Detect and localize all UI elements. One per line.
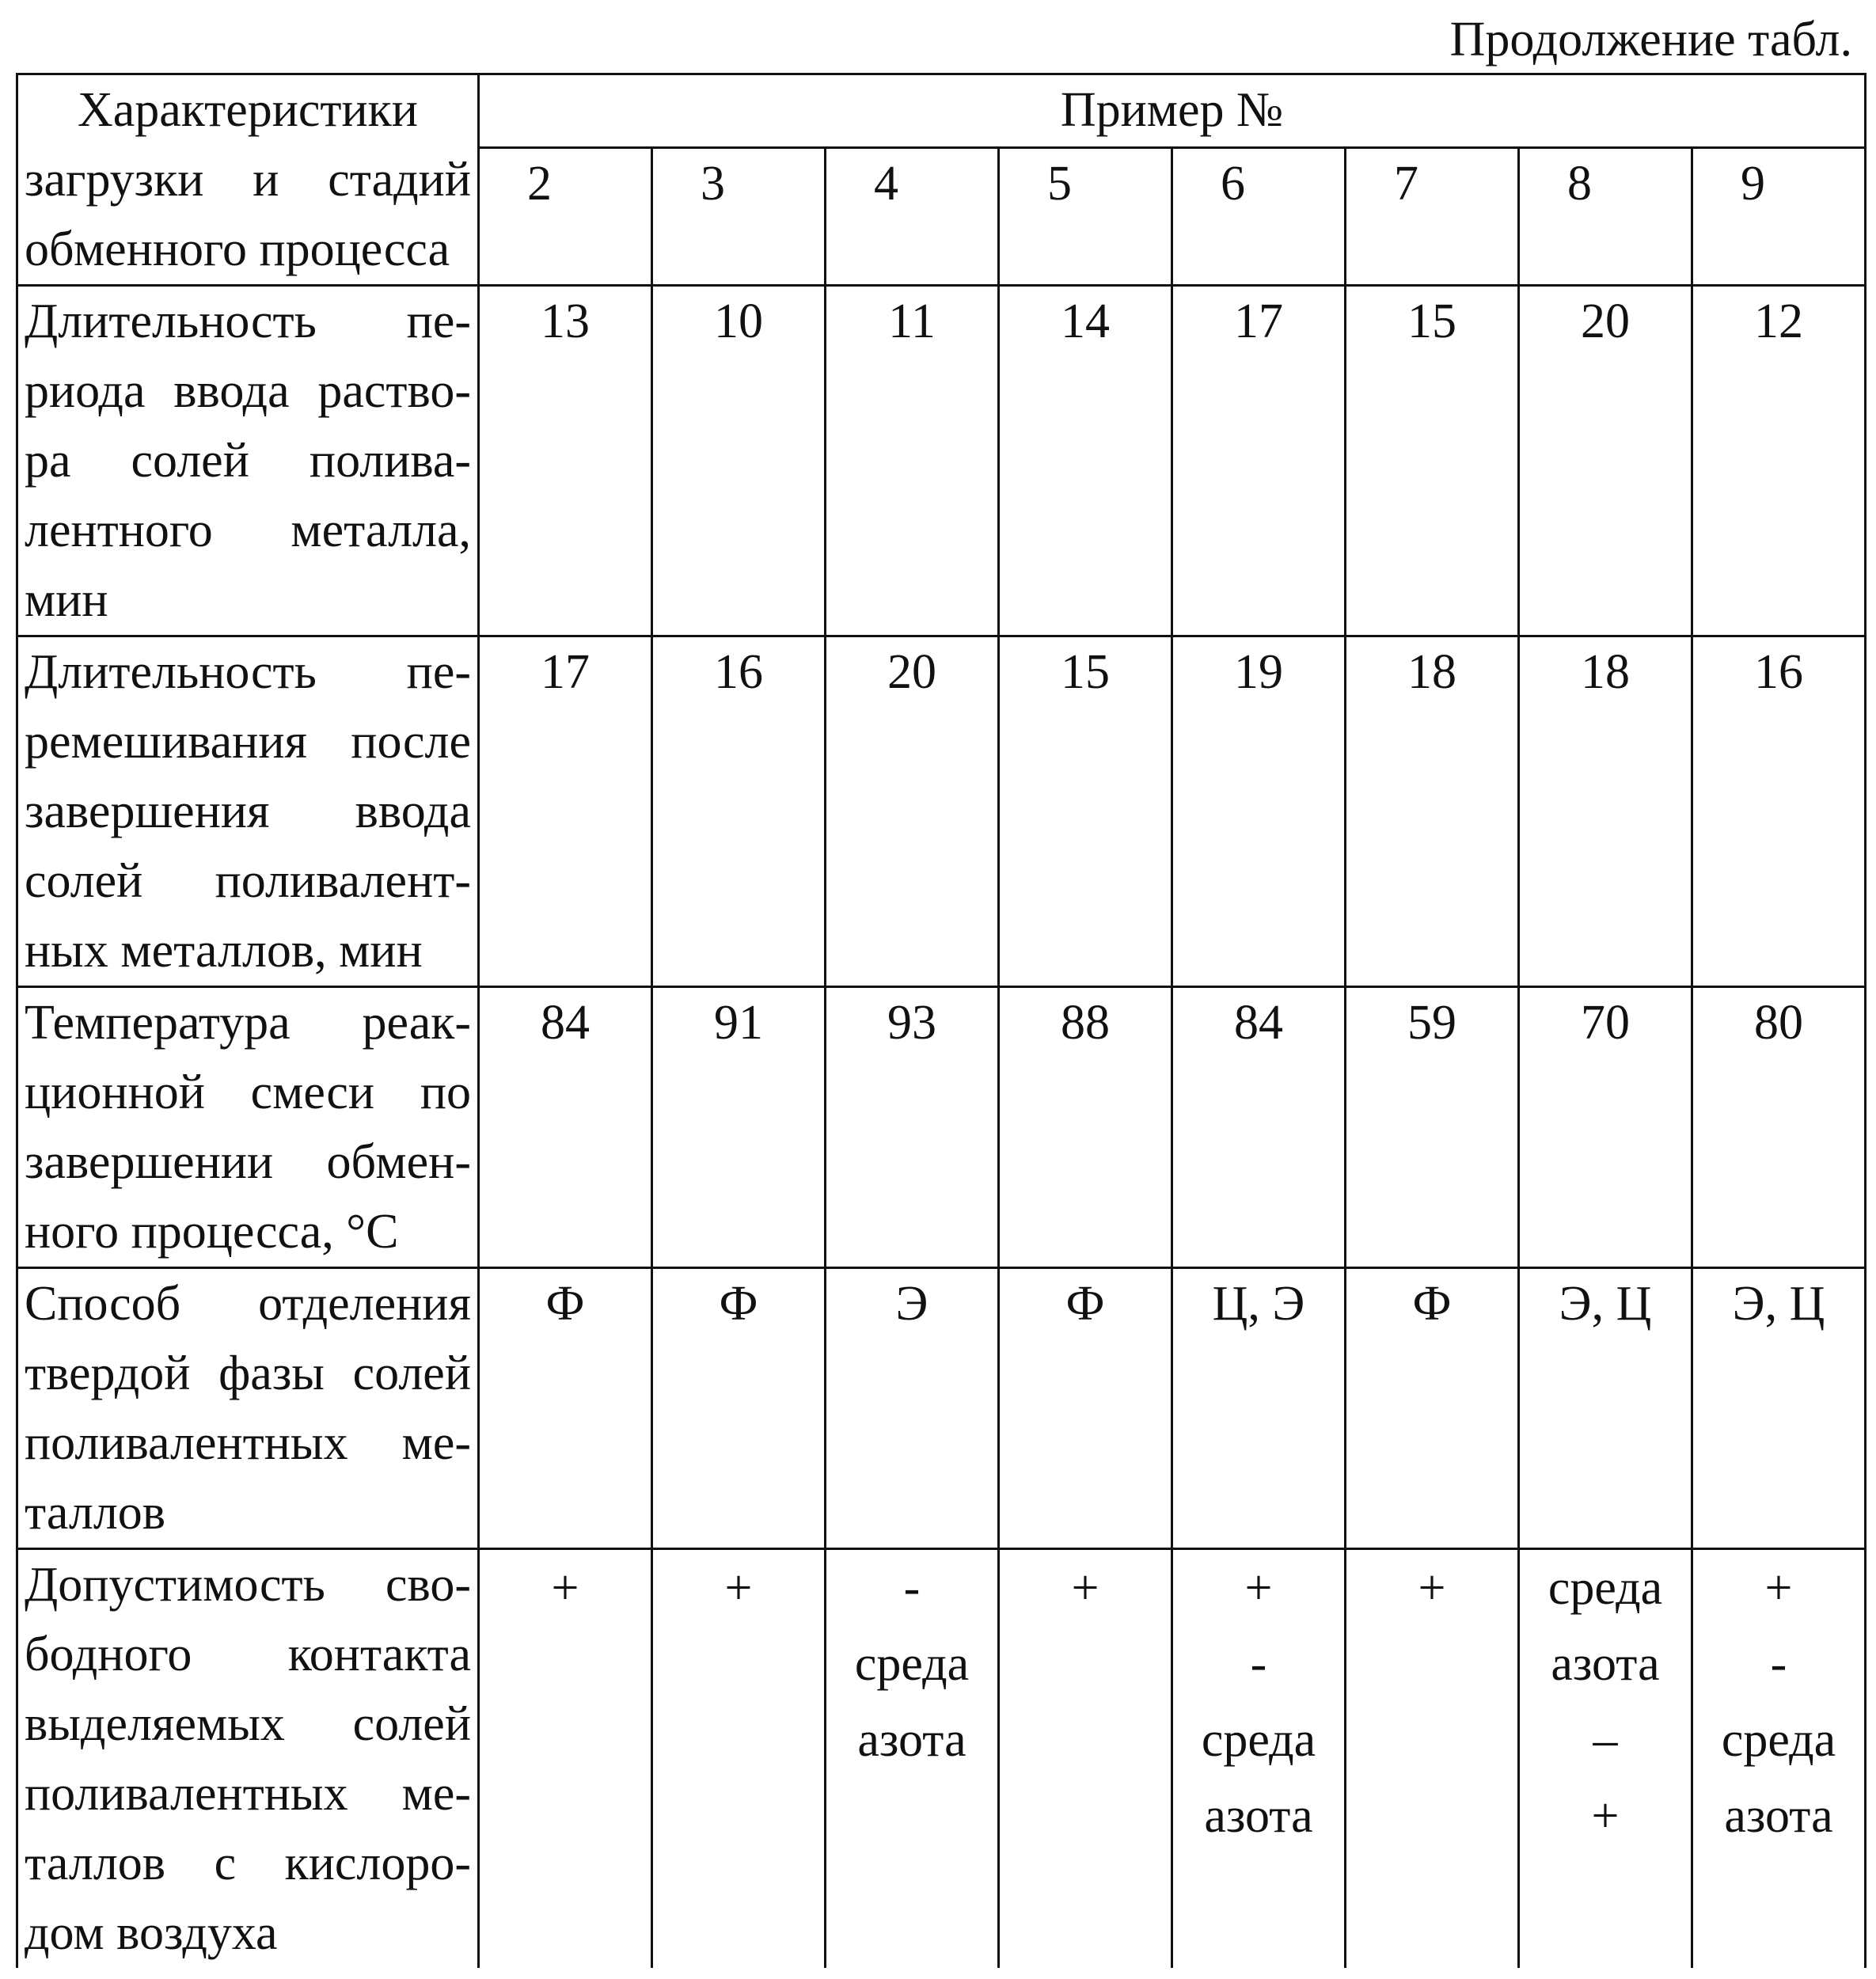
value-cell: 20	[1519, 286, 1692, 636]
row-label-line: завершения ввода	[25, 784, 471, 838]
value-cell: 14	[999, 286, 1172, 636]
value-cell: 15	[1346, 286, 1519, 636]
value-cell: 11	[826, 286, 999, 636]
header-row-1	[17, 74, 1866, 148]
value-cell: Э	[826, 1268, 999, 1549]
row-label-line: Длительность пе-	[25, 294, 471, 348]
table-row	[17, 1268, 1866, 1549]
group-title-cell: Пример №	[479, 74, 1866, 148]
value-cell	[652, 1549, 826, 1969]
value-cell: 13	[479, 286, 652, 636]
value-line: -	[903, 1561, 921, 1615]
value-cell: 80	[1692, 987, 1866, 1268]
table-row	[17, 636, 1866, 987]
example-number: 2	[479, 147, 652, 285]
row-label-line: бодного контакта	[25, 1628, 471, 1681]
value-line: среда	[1548, 1561, 1663, 1615]
value-line: азота	[857, 1713, 966, 1767]
table-caption: Продолжение табл.	[1449, 13, 1852, 66]
value-cell: 93	[826, 987, 999, 1268]
table-row	[17, 1549, 1866, 1969]
table-row	[17, 286, 1866, 636]
header-label-line: загрузки и стадий	[25, 153, 471, 207]
value-cell	[999, 1549, 1172, 1969]
value-line: +	[551, 1561, 579, 1615]
value-cell: 59	[1346, 987, 1519, 1268]
value-cell: 84	[479, 987, 652, 1268]
value-line: азота	[1551, 1637, 1660, 1691]
value-cell	[479, 1549, 652, 1969]
example-number: 9	[1692, 147, 1866, 285]
value-cell: Ф	[479, 1268, 652, 1549]
data-table	[16, 73, 1867, 1968]
example-number: 4	[826, 147, 999, 285]
row-label-cell	[17, 1268, 479, 1549]
row-label-line: солей поливалент-	[25, 854, 471, 908]
value-line: +	[1764, 1561, 1793, 1615]
value-cell: Э, Ц	[1519, 1268, 1692, 1549]
value-cell: 12	[1692, 286, 1866, 636]
row-label-line: ционной смеси по	[25, 1065, 471, 1119]
value-cell: 88	[999, 987, 1172, 1268]
value-line: среда	[854, 1637, 970, 1691]
value-cell: Ф	[999, 1268, 1172, 1549]
row-label-line: Способ отделения	[25, 1277, 471, 1331]
row-label-line: Температура реак-	[25, 996, 471, 1050]
row-label-cell	[17, 1549, 479, 1969]
value-cell: 91	[652, 987, 826, 1268]
value-line: среда	[1201, 1713, 1316, 1767]
value-line: +	[724, 1561, 753, 1615]
value-cell: 16	[1692, 636, 1866, 987]
row-label-line: мин	[25, 573, 108, 627]
row-label-line: поливалентных ме-	[25, 1767, 471, 1821]
row-label-line: завершении обмен-	[25, 1135, 471, 1189]
value-line: -	[1770, 1637, 1787, 1691]
value-cell: 17	[1172, 286, 1346, 636]
value-cell: Ф	[652, 1268, 826, 1549]
row-label-line: выделяемых солей	[25, 1697, 471, 1751]
value-line: азота	[1204, 1789, 1313, 1843]
value-line: +	[1418, 1561, 1446, 1615]
value-cell: Ф	[1346, 1268, 1519, 1549]
value-line: -	[1250, 1637, 1267, 1691]
row-label-line: поливалентных ме-	[25, 1416, 471, 1470]
row-label-line: твердой фазы солей	[25, 1347, 471, 1400]
value-cell: 16	[652, 636, 826, 987]
row-label-line: таллов с кислоро-	[25, 1837, 471, 1890]
value-cell	[1172, 1549, 1346, 1969]
value-cell: 84	[1172, 987, 1346, 1268]
row-label-line: таллов	[25, 1486, 166, 1540]
row-label-line: ремешивания после	[25, 715, 471, 769]
row-label-line: лентного металла,	[25, 503, 471, 557]
example-number: 7	[1346, 147, 1519, 285]
row-label-cell	[17, 636, 479, 987]
value-cell: 15	[999, 636, 1172, 987]
value-cell: 19	[1172, 636, 1346, 987]
row-label-line: риода ввода раство-	[25, 364, 471, 418]
example-number: 3	[652, 147, 826, 285]
value-line: +	[1244, 1561, 1273, 1615]
value-line: азота	[1724, 1789, 1833, 1843]
row-label-line: ра солей полива-	[25, 434, 471, 488]
example-number: 6	[1172, 147, 1346, 285]
row-label-line: дом воздуха	[25, 1906, 278, 1960]
value-cell: 18	[1519, 636, 1692, 987]
header-label-line: Характеристики	[77, 83, 418, 137]
value-line: среда	[1721, 1713, 1836, 1767]
value-cell: Э, Ц	[1692, 1268, 1866, 1549]
value-line: +	[1591, 1789, 1620, 1843]
value-cell: Ц, Э	[1172, 1268, 1346, 1549]
header-label-line: обменного процесса	[25, 222, 450, 276]
value-cell: 20	[826, 636, 999, 987]
row-label-cell	[17, 987, 479, 1268]
example-number: 5	[999, 147, 1172, 285]
row-label-line: Допустимость сво-	[25, 1558, 471, 1612]
header-label-cell	[17, 74, 479, 286]
table-row	[17, 987, 1866, 1268]
value-cell: 10	[652, 286, 826, 636]
value-line: +	[1071, 1561, 1099, 1615]
value-cell	[1692, 1549, 1866, 1969]
value-cell: 70	[1519, 987, 1692, 1268]
value-cell	[1346, 1549, 1519, 1969]
row-label-cell	[17, 286, 479, 636]
value-line: –	[1593, 1713, 1618, 1767]
value-cell	[1519, 1549, 1692, 1969]
value-cell: 17	[479, 636, 652, 987]
value-cell: 18	[1346, 636, 1519, 987]
example-number: 8	[1519, 147, 1692, 285]
row-label-line: ных металлов, мин	[25, 924, 423, 978]
row-label-line: ного процесса, °С	[25, 1205, 399, 1259]
value-cell	[826, 1549, 999, 1969]
row-label-line: Длительность пе-	[25, 645, 471, 699]
